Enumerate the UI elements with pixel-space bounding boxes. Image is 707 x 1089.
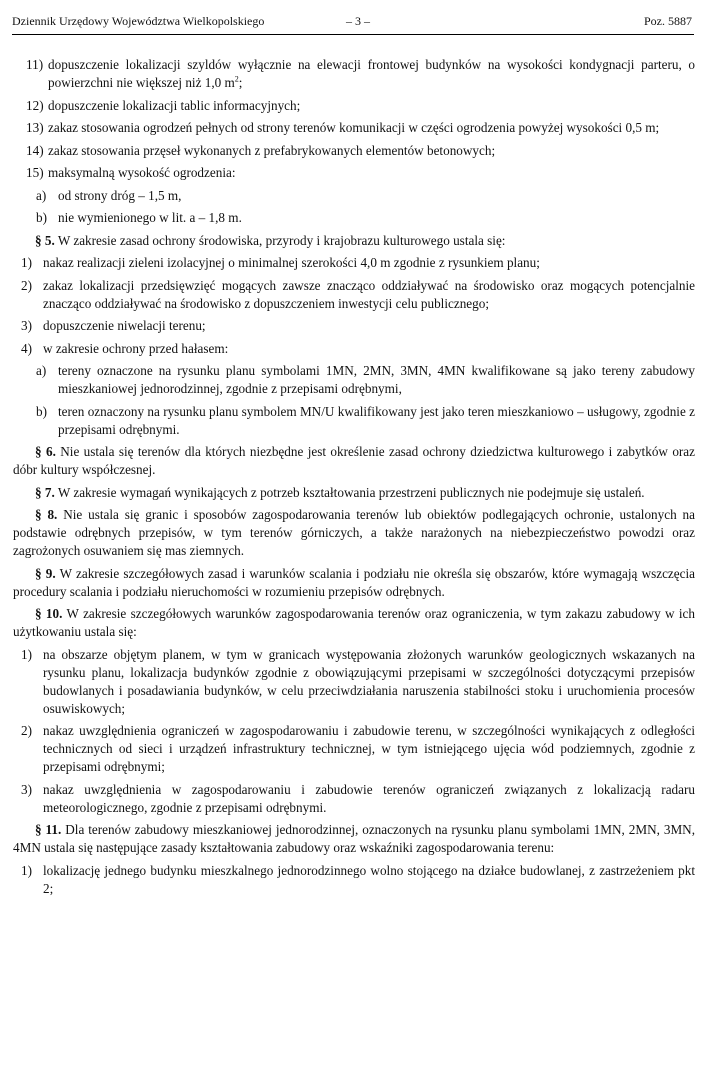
list-item	[13, 142, 695, 160]
list-number: 3)	[21, 781, 32, 797]
list-text: dopuszczenie lokalizacji tablic informacyjnych;	[48, 97, 301, 113]
list-item	[13, 317, 695, 335]
section-marker: § 7.	[35, 484, 55, 500]
list-number: b)	[36, 210, 47, 225]
list-item	[13, 254, 695, 272]
list-text: zakaz stosowania przęseł wykonanych z prefabrykowanych elementów betonowych;	[48, 142, 496, 158]
paragraph-text: W zakresie wymagań wynikających z potrzeb kształtowania przestrzeni publicznych nie podejmuje się ustaleń.	[54, 484, 645, 500]
list-text: nakaz realizacji zieleni izolacyjnej o minimalnej szerokości 4,0 m zgodnie z rysunkiem planu;	[43, 255, 540, 270]
list-text: lokalizację jednego budynku mieszkalnego jednorodzinnego wolno stojącego na działce budowlanej, z zastrzeżeniem pkt 2;	[43, 862, 695, 896]
list-number: 1)	[21, 862, 32, 878]
list-text: od strony dróg – 1,5 m,	[58, 187, 182, 203]
list-item	[13, 97, 695, 115]
list-item	[13, 119, 695, 137]
paragraph	[13, 565, 695, 601]
page-header	[12, 14, 694, 35]
paragraph	[13, 821, 695, 857]
list-number: 2)	[21, 277, 32, 293]
paragraph-text: W zakresie szczegółowych warunków zagospodarowania terenów oraz ograniczenia, w tym zakazu zabudowy w ich użytkowaniu ustala się:	[13, 606, 695, 639]
list-item	[13, 340, 695, 358]
paragraph	[13, 443, 695, 479]
list-item	[13, 403, 695, 439]
list-item	[13, 277, 695, 313]
list-text: zakaz stosowania ogrodzeń pełnych od strony terenów komunikacji w części ogrodzenia powyżej wysokości 0,5 m;	[48, 120, 660, 135]
list-item	[13, 187, 695, 205]
list-text: tereny oznaczone na rysunku planu symbolami 1MN, 2MN, 3MN, 4MN kwalifikowane są jako tereny zabudowy mieszkaniowej jednorodzinnej, zgodnie z przepisami odrębnymi,	[58, 363, 695, 396]
paragraph	[13, 232, 695, 250]
list-number: 14)	[26, 142, 44, 158]
list-number: 12)	[26, 97, 44, 113]
list-number: 3)	[21, 318, 32, 333]
list-number: a)	[36, 187, 47, 203]
list-number: 15)	[26, 165, 44, 180]
list-text: nakaz uwzględnienia ograniczeń w zagospodarowaniu i zabudowie terenu, w szczególności wynikających z odległości technicznych od sieci i urządzeń infrastruktury technicznej, w tym istniejącego ujęcia wód podziemnych, zgodnie z przepisami odrębnymi;	[43, 723, 695, 774]
list-text: w zakresie ochrony przed hałasem:	[43, 340, 229, 356]
paragraph-text: W zakresie zasad ochrony środowiska, przyrody i krajobrazu kulturowego ustala się:	[54, 232, 506, 248]
paragraph	[13, 605, 695, 641]
list-number: b)	[36, 403, 47, 419]
section-marker: § 6.	[35, 444, 56, 459]
page-number: – 3 –	[346, 14, 370, 28]
section-marker: § 9.	[35, 565, 56, 581]
list-item	[13, 209, 695, 227]
paragraph-text: W zakresie szczegółowych zasad i warunków scalania i podziału nie określa się obszarów, które wymagają wszczęcia procedury scalania i podziału nieruchomości w rozumieniu przepisów odrębnych.	[13, 565, 696, 599]
paragraph	[13, 506, 695, 560]
list-number: 2)	[21, 723, 32, 738]
paragraph	[13, 484, 695, 502]
list-item	[13, 722, 695, 776]
list-text: dopuszczenie lokalizacji szyldów wyłącznie na elewacji frontowej budynków na wysokości kondygnacji parteru, o powierzchni nie większej niż 1,0 $m^2$;	[48, 57, 695, 90]
paragraph-text: Nie ustala się terenów dla których niezbędne jest określenie zasad ochrony dziedzictwa kulturowego i zabytków oraz dóbr kultury współczesnej.	[13, 444, 696, 477]
section-marker: § 8.	[35, 507, 58, 522]
list-item	[13, 362, 695, 398]
paragraph-text: Nie ustala się granic i sposobów zagospodarowania terenów lub obiektów podlegających ochronie, ustalonych na podstawie odrębnych przepisów, w tym terenów górniczych, a także narażonych na niebezpieczeństwo powodzi oraz zagrożonych osuwaniem się mas ziemnych.	[13, 507, 696, 558]
list-text: maksymalną wysokość ogrodzenia:	[48, 165, 236, 180]
list-text: zakaz lokalizacji przedsięwzięć mogących zawsze znacząco oddziaływać na środowisko oraz mogących potencjalnie znacząco oddziaływać na środowisko z dopuszczeniem inwestycji celu publicznego;	[43, 277, 695, 311]
list-text: teren oznaczony na rysunku planu symbolem MN/U kwalifikowany jest jako teren mieszkaniowo – usługowy, zgodnie z przepisami odrębnymi.	[58, 403, 695, 437]
list-item	[13, 164, 695, 182]
paragraph-text: Dla terenów zabudowy mieszkaniowej jednorodzinnej, oznaczonych na rysunku planu symbolami 1MN, 2MN, 3MN, 4MN ustala się następujące zasady kształtowania zabudowy oraz wskaźniki zagospodarowania terenu:	[13, 822, 695, 855]
list-number: 1)	[21, 255, 32, 270]
list-number: 13)	[26, 120, 44, 135]
list-text: nie wymienionego w lit. a – 1,8 m.	[58, 210, 242, 225]
list-item	[13, 862, 695, 898]
list-text: na obszarze objętym planem, w tym w granicach występowania złożonych warunków geologicznych wskazanych na rysunku planu, lokalizacja budynków zgodnie z obowiązującymi przepisami w szczególności dotyczącymi przepisów budowlanych i posadawiania budynków, w celu przeciwdziałania naruszenia stabilności stoku i uruchomienia procesów osuwiskowych;	[43, 646, 695, 716]
list-number: 1)	[21, 646, 32, 662]
list-number: a)	[36, 363, 47, 378]
list-item	[13, 56, 695, 92]
section-marker: § 10.	[35, 606, 63, 621]
document-body	[13, 56, 695, 902]
section-marker: § 5.	[35, 232, 55, 248]
list-item	[13, 781, 695, 817]
list-text: dopuszczenie niwelacji terenu;	[43, 318, 206, 333]
section-marker: § 11.	[35, 822, 62, 837]
list-number: 11)	[26, 57, 44, 72]
list-text: nakaz uwzględnienia w zagospodarowaniu i zabudowie terenów ograniczeń związanych z lokalizacją radaru meteorologicznego, zgodnie z przepisami odrębnymi.	[43, 781, 695, 815]
list-number: 4)	[21, 340, 32, 356]
list-item	[13, 646, 695, 718]
position-number: Poz. 5887	[644, 14, 692, 28]
journal-title: Dziennik Urzędowy Województwa Wielkopolskiego	[12, 14, 265, 28]
